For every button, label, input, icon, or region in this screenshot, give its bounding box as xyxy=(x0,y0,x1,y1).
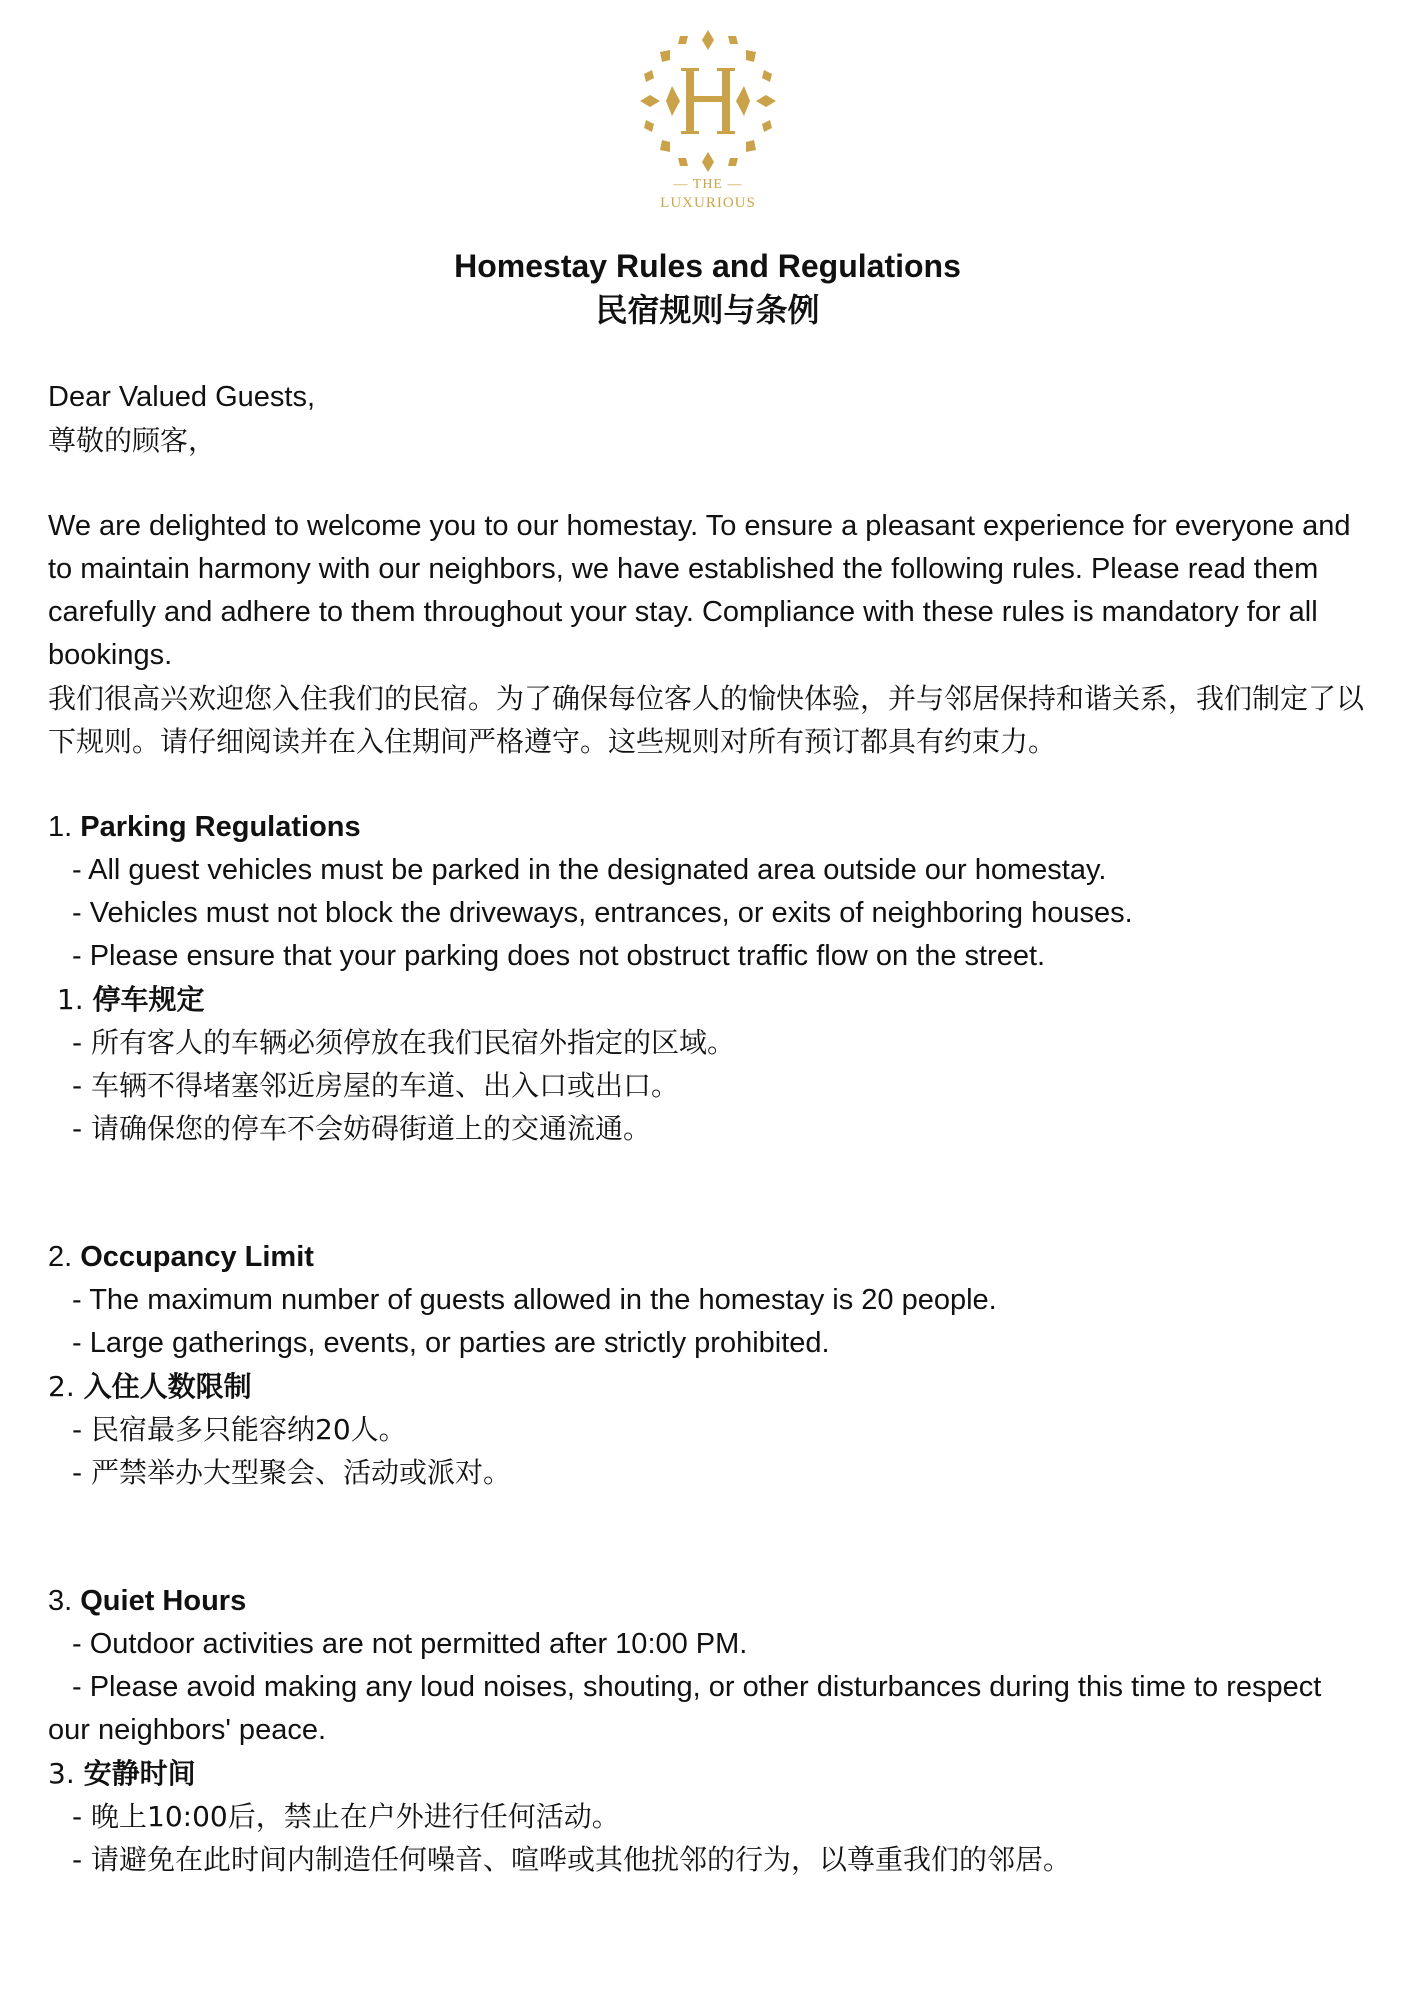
spacer xyxy=(48,1150,1368,1236)
section-number: 1. xyxy=(56,983,84,1016)
rule-item: - All guest vehicles must be parked in the designated area outside our homestay. xyxy=(72,854,1107,886)
section-title: 停车规定 xyxy=(92,983,205,1016)
section-heading-english xyxy=(48,1236,1368,1279)
spacer xyxy=(48,763,1368,806)
intro-chinese: 我们很高兴欢迎您入住我们的民宿。为了确保每位客人的愉快体验，并与邻居保持和谐关系，我们制定了以下规则。请仔细阅读并在入住期间严格遵守。这些规则对所有预订都具有约束力。 xyxy=(48,682,1365,758)
section-title: 安静时间 xyxy=(83,1757,196,1790)
section-number: 2. xyxy=(48,1370,75,1403)
spacer xyxy=(48,1494,1368,1580)
rule-item: - Outdoor activities are not permitted after 10:00 PM. xyxy=(72,1628,748,1660)
section-title: Parking Regulations xyxy=(80,811,361,843)
logo-brand-name: LUXURIOUS xyxy=(660,195,756,211)
greeting-chinese: 尊敬的顾客， xyxy=(48,424,217,457)
logo-tagline-the: — THE — xyxy=(673,177,743,192)
section-number: 2. xyxy=(48,1241,73,1273)
brand-logo xyxy=(636,26,780,216)
section-number: 1. xyxy=(48,811,73,843)
spacer xyxy=(48,462,1368,505)
rule-item: - The maximum number of guests allowed in the homestay is 20 people. xyxy=(72,1284,997,1316)
section-number: 3. xyxy=(48,1585,73,1617)
rule-item: - Please avoid making any loud noises, shouting, or other disturbances during this time to respect our neighbors' peace. xyxy=(48,1671,1322,1746)
section-number: 3. xyxy=(48,1757,75,1790)
rule-item: - Please ensure that your parking does not obstruct traffic flow on the street. xyxy=(72,940,1046,972)
section-title: 入住人数限制 xyxy=(83,1370,252,1403)
document-body xyxy=(48,376,1368,1881)
rule-item: - 晚上10:00后，禁止在户外进行任何活动。 xyxy=(72,1800,620,1833)
section-heading-chinese xyxy=(48,978,1368,1021)
rule-item: - Large gatherings, events, or parties are strictly prohibited. xyxy=(72,1327,830,1359)
rule-item: - 所有客人的车辆必须停放在我们民宿外指定的区域。 xyxy=(72,1026,736,1059)
section-heading-chinese xyxy=(48,1752,1368,1795)
title-chinese: 民宿规则与条例 xyxy=(595,291,820,329)
rule-item: - 严禁举办大型聚会、活动或派对。 xyxy=(72,1456,512,1489)
section-heading-english xyxy=(48,1580,1368,1623)
rule-item: - Vehicles must not block the driveways, entrances, or exits of neighboring houses. xyxy=(72,897,1133,929)
section-title: Occupancy Limit xyxy=(80,1241,314,1273)
rule-item: - 车辆不得堵塞邻近房屋的车道、出入口或出口。 xyxy=(72,1069,680,1102)
rule-item: - 民宿最多只能容纳20人。 xyxy=(72,1413,407,1446)
greeting-english: Dear Valued Guests, xyxy=(48,381,316,413)
section-heading-english xyxy=(48,806,1368,849)
rule-item: - 请确保您的停车不会妨碍街道上的交通流通。 xyxy=(72,1112,652,1145)
rule-item: - 请避免在此时间内制造任何噪音、喧哗或其他扰邻的行为，以尊重我们的邻居。 xyxy=(72,1843,1072,1876)
section-heading-chinese xyxy=(48,1365,1368,1408)
luxurious-h-emblem xyxy=(636,26,780,176)
title-english: Homestay Rules and Regulations xyxy=(454,248,961,284)
section-title: Quiet Hours xyxy=(80,1585,247,1617)
section-quiet-hours xyxy=(48,1580,1368,1881)
intro-english: We are delighted to welcome you to our homestay. To ensure a pleasant experience for everyone and to maintain harmony with our neighbors, we have established the following rules. Please read them carefully and adhere to them throughout your stay. Compliance with these rules is mandatory for all bookings. xyxy=(48,510,1351,671)
document-title xyxy=(0,244,1415,332)
section-occupancy xyxy=(48,1236,1368,1494)
section-parking xyxy=(48,806,1368,1150)
